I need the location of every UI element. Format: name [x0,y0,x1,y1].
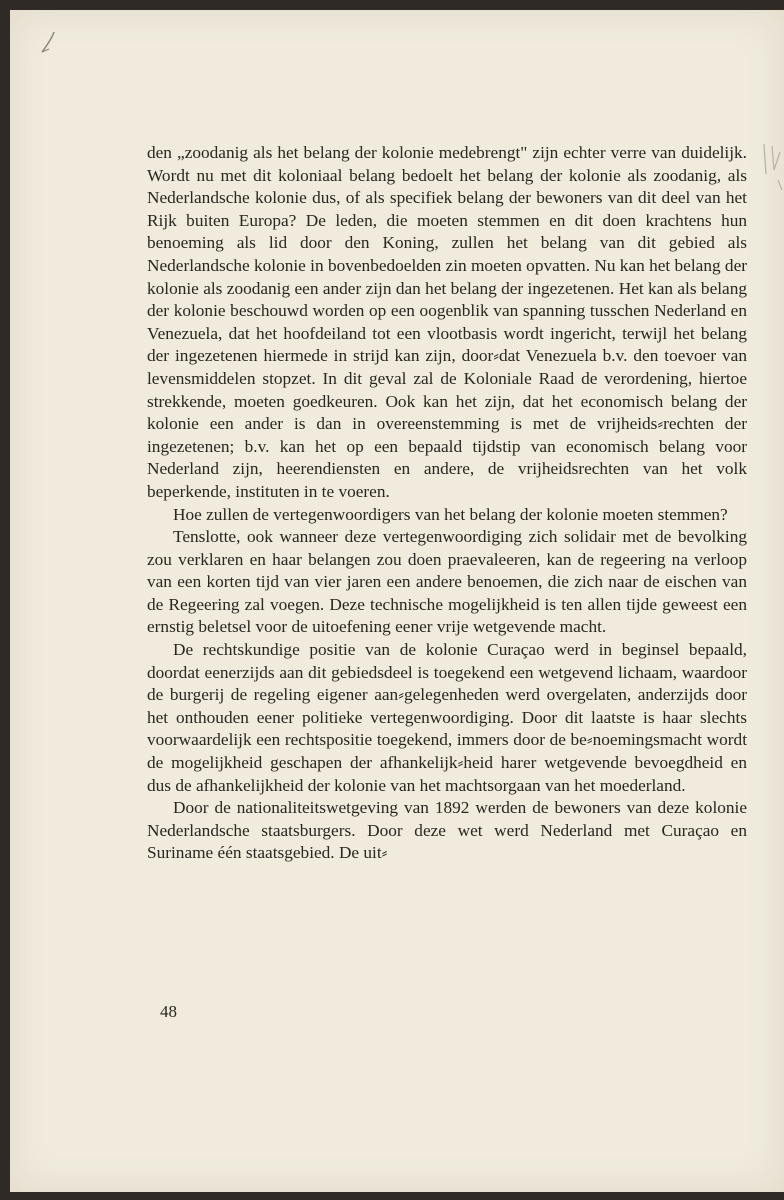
paragraph-4: De rechtskundige positie van de kolonie Curaçao werd in beginsel bepaald, doordat eenerzijds aan dit gebiedsdeel is toegekend een wetgevend lichaam, waardoor de burgerij de regeling eigener aan⸗gelegenheden werd overgelaten, anderzijds door het onthouden eener politieke vertegenwoordiging. Door dit laatste is haar slechts voorwaardelijk een rechtspositie toegekend, immers door de be⸗noemingsmacht wordt de mogelijkheid geschapen der afhankelijk⸗heid harer wetgevende bevoegdheid en dus de afhankelijkheid der kolonie van het machtsorgaan van het moederland. [147,640,747,795]
paragraph-2: Hoe zullen de vertegenwoordigers van het belang der kolonie moeten stemmen? [173,504,728,524]
body-text [147,142,747,865]
paragraph-1: den „zoodanig als het belang der kolonie medebrengt" zijn echter verre van duidelijk. Wordt nu met dit koloniaal belang bedoelt het belang der kolonie als zoodanig, als Nederlandsche kolonie dus, of als specifiek belang der bewoners van dit deel van het Rijk buiten Europa? De leden, die moeten stemmen en dit doen krachtens hun benoeming als lid door den Koning, zullen het belang van dit gebied als Nederlandsche kolonie in bovenbedoelden zin moeten opvatten. Nu kan het belang der kolonie als zoodanig een ander zijn dan het belang der ingezetenen. Het kan als belang der kolonie beschouwd worden op een oogenblik van spanning tusschen Nederland en Venezuela, dat het hoofdeiland tot een vlootbasis wordt ingericht, terwijl het belang der ingezetenen hiermede in strijd kan zijn, door⸗dat Venezuela b.v. den toevoer van levensmiddelen stopzet. In dit geval zal de Koloniale Raad de verordening, hiertoe strekkende, moeten goedkeuren. Ook kan het zijn, dat het economisch belang der kolonie een ander is dan in overeenstemming is met de vrijheids⸗rechten der ingezetenen; b.v. kan het op een bepaald tijdstip van economisch belang voor Nederland zijn, heerendiensten en andere, de vrijheidsrechten van het volk beperkende, instituten in te voeren. [147,143,747,501]
paragraph-5: Door de nationaliteitswetgeving van 1892 werden de bewoners van deze kolonie Nederlandsche staatsburgers. Door deze wet werd Nederland met Curaçao en Suriname één staatsgebied. De uit⸗ [147,798,747,863]
pencil-mark [38,30,60,56]
page-number: 48 [160,1002,177,1021]
paragraph-3: Tenslotte, ook wanneer deze vertegenwoordiging zich solidair met de bevolking zou verklaren en haar belangen zou doen praevaleeren, kan de regeering na verloop van een korten tijd van vier jaren een andere benoemen, die zich naar de eischen van de Regeering zal voegen. Deze technische mogelijkheid is ten allen tijde geweest een ernstig beletsel voor de uitoefening eener vrije wetgevende macht. [147,527,747,637]
margin-pencil-mark [758,140,784,200]
book-page [10,10,784,1192]
